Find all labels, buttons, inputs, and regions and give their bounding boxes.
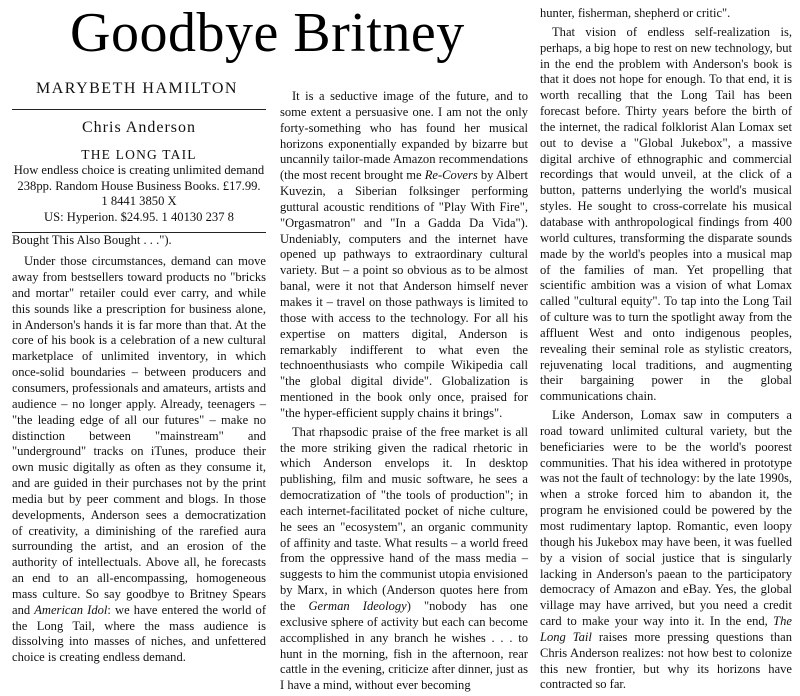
paragraph-text: hunter, fisherman, shepherd or critic". (540, 6, 731, 20)
book-us-edition: US: Hyperion. $24.95. 1 40130 237 8 (44, 209, 234, 224)
article-paragraph (540, 408, 792, 693)
book-subtitle: How endless choice is creating unlimited demand (13, 163, 265, 177)
column-3 (540, 0, 792, 693)
italic-title: German Ideology (308, 599, 407, 613)
paragraph-text: Bought This Also Bought . . ."). (12, 233, 172, 248)
article-paragraph (280, 425, 528, 694)
book-isbn-uk: 1 8441 3850 X (101, 194, 177, 209)
headline: Goodbye Britney (70, 2, 465, 64)
column-2 (280, 0, 528, 694)
paragraph-text: Like Anderson, Lomax saw in computers a road toward unlimited cultural variety, but the beneficiaries were to be the world's poorest communities. That his idea withered in prototype was not the fault of technology: by the late 1990s, when a stroke forced him to abandon it, the program he envisioned could be powered by the most rudimentary laptop. Romantic, even loopy though his Jukebox may have been, it was fuelled by a vision of social justice that is singularly lacking in Anderson's paean to the participatory democracy of Amazon and eBay. Yes, the global village may have arrived, but you need a credit card to make your way into it. In the end, (540, 408, 792, 629)
article-paragraph (540, 25, 792, 405)
byline: MARYBETH HAMILTON (12, 64, 266, 110)
paragraph-text: Under those circumstances, demand can move away from bestsellers toward products no "bricks and mortar" retailer could ever carry, and while this sounds like a prescription for business alone, in Anderson's hands it is far more than that. At the core of his book is a celebration of a new cultural marketplace of unlimited inventory, in which once-solid boundaries – between producers and consumers, professionals and amateurs, artists and audience – no longer apply. Already, teenagers – "the leading edge of all our futures" – make no distinction between "mainstream" and "underground" tracks on iTunes, produce their own music digitally as often as they consume it, and are guided in their purchases not by the print media but by peer comment and blogs. In those developments, Anderson sees a democratization of creativity, a diminishing of the rarefied aura surrounding the artist, and an erosion of the authority of intellectuals. Above all, he forecasts an end to an all-encompassing, homogeneous mass culture. So say goodbye to Britney Spears and (12, 254, 266, 617)
book-publication-details: 238pp. Random House Business Books. £17.99. (17, 178, 261, 193)
article-paragraph (540, 6, 792, 22)
article-paragraph (12, 254, 266, 666)
book-author: Chris Anderson (82, 119, 196, 136)
paragraph-text: : we have entered the world of the Long Tail, where the mass audience is dissolving into masses of niches, and unfettered choice is creating endless demand. (12, 602, 266, 665)
paragraph-text: by Albert Kuvezin, a Siberian folksinger performing guttural acoustic renditions of "Play With Fire", "Orgasmatron" and "In a Gadda Da Vida"). Undeniably, computers and the internet have opened up pathways to extraordinary cultural variety. But – a point so obvious as to be almost banal, were it not that Anderson himself never makes it – travel on those pathways is limited to those with access to the technology. For all his expertise on matters digital, Anderson is remarkably indifferent to what even the technoenthusiasts who compile Wikipedia call "the global digital divide". Globalization is mentioned in the book only once, praised for "the hyper-efficient supply chains it brings". (280, 168, 528, 420)
book-title: THE LONG TAIL (81, 147, 197, 162)
paragraph-text: It is a seductive image of the future, and to some extent a persuasive one. I am not the only forty-something who has found her musical horizons exponentially expanded by bizarre but uncannily tailor-made Amazon recommendations (the most recent brought me (280, 89, 528, 183)
paragraph-text: That vision of endless self-realization is, perhaps, a big hope to rest on new technology, but in the end the problem with Anderson's book is that it does not hope for enough. To that end, it is worth recalling that the Long Tail has been forecast before. Thirty years before the birth of the internet, the radical folklorist Alan Lomax set out to devise a "Global Jukebox", a massive digital archive of ethnographic and commercial recordings that would unveil, at the click of a button, patterns underlying the world's musical styles. He sought to cross-correlate his musical database with anthropological findings from 400 world cultures, transforming the disparate sounds made by the world's peoples into a musical map of the families of man. Yet propelling that scientific ambition was a vision of what Lomax called "cultural equity". To tap into the Long Tail of culture was to turn the spotlight away from the affluent West and onto indigenous peoples, revealing their seminal role as stylistic creators, rejuvenating local traditions, and augmenting their bargaining power in the global communications chain. (540, 24, 792, 404)
paragraph-text: That rhapsodic praise of the free market is all the more striking given the radical rhetoric in which Anderson envelops it. In desktop publishing, film and music software, he sees a democratization of "the tools of production"; in each internet-facilitated pocket of niche culture, he sees an "ecosystem", an organic community of affinity and taste. What results – a world freed from the oppressive hand of the mass media – suggests to him the communist utopia envisioned by Marx, in which (Anderson quotes here from the (280, 424, 528, 613)
article-paragraph (12, 233, 266, 249)
italic-title: Re-Covers (424, 168, 478, 183)
book-details-box (12, 110, 266, 233)
column-1-body (12, 233, 266, 666)
italic-title: American Idol (34, 602, 108, 617)
paragraph-text: raises more pressing questions than Chris Anderson realizes: not how best to colonize this new frontier, but why its horizons have contracted so far. (540, 629, 792, 692)
article-paragraph (280, 89, 528, 422)
italic-title: The Long Tail (540, 614, 792, 644)
paragraph-text: ) "nobody has one exclusive sphere of activity but each can become accomplished in any branch he wishes . . . to hunt in the morning, fish in the afternoon, rear cattle in the evening, criticize after dinner, just as I have a mind, without ever becoming (280, 599, 528, 693)
